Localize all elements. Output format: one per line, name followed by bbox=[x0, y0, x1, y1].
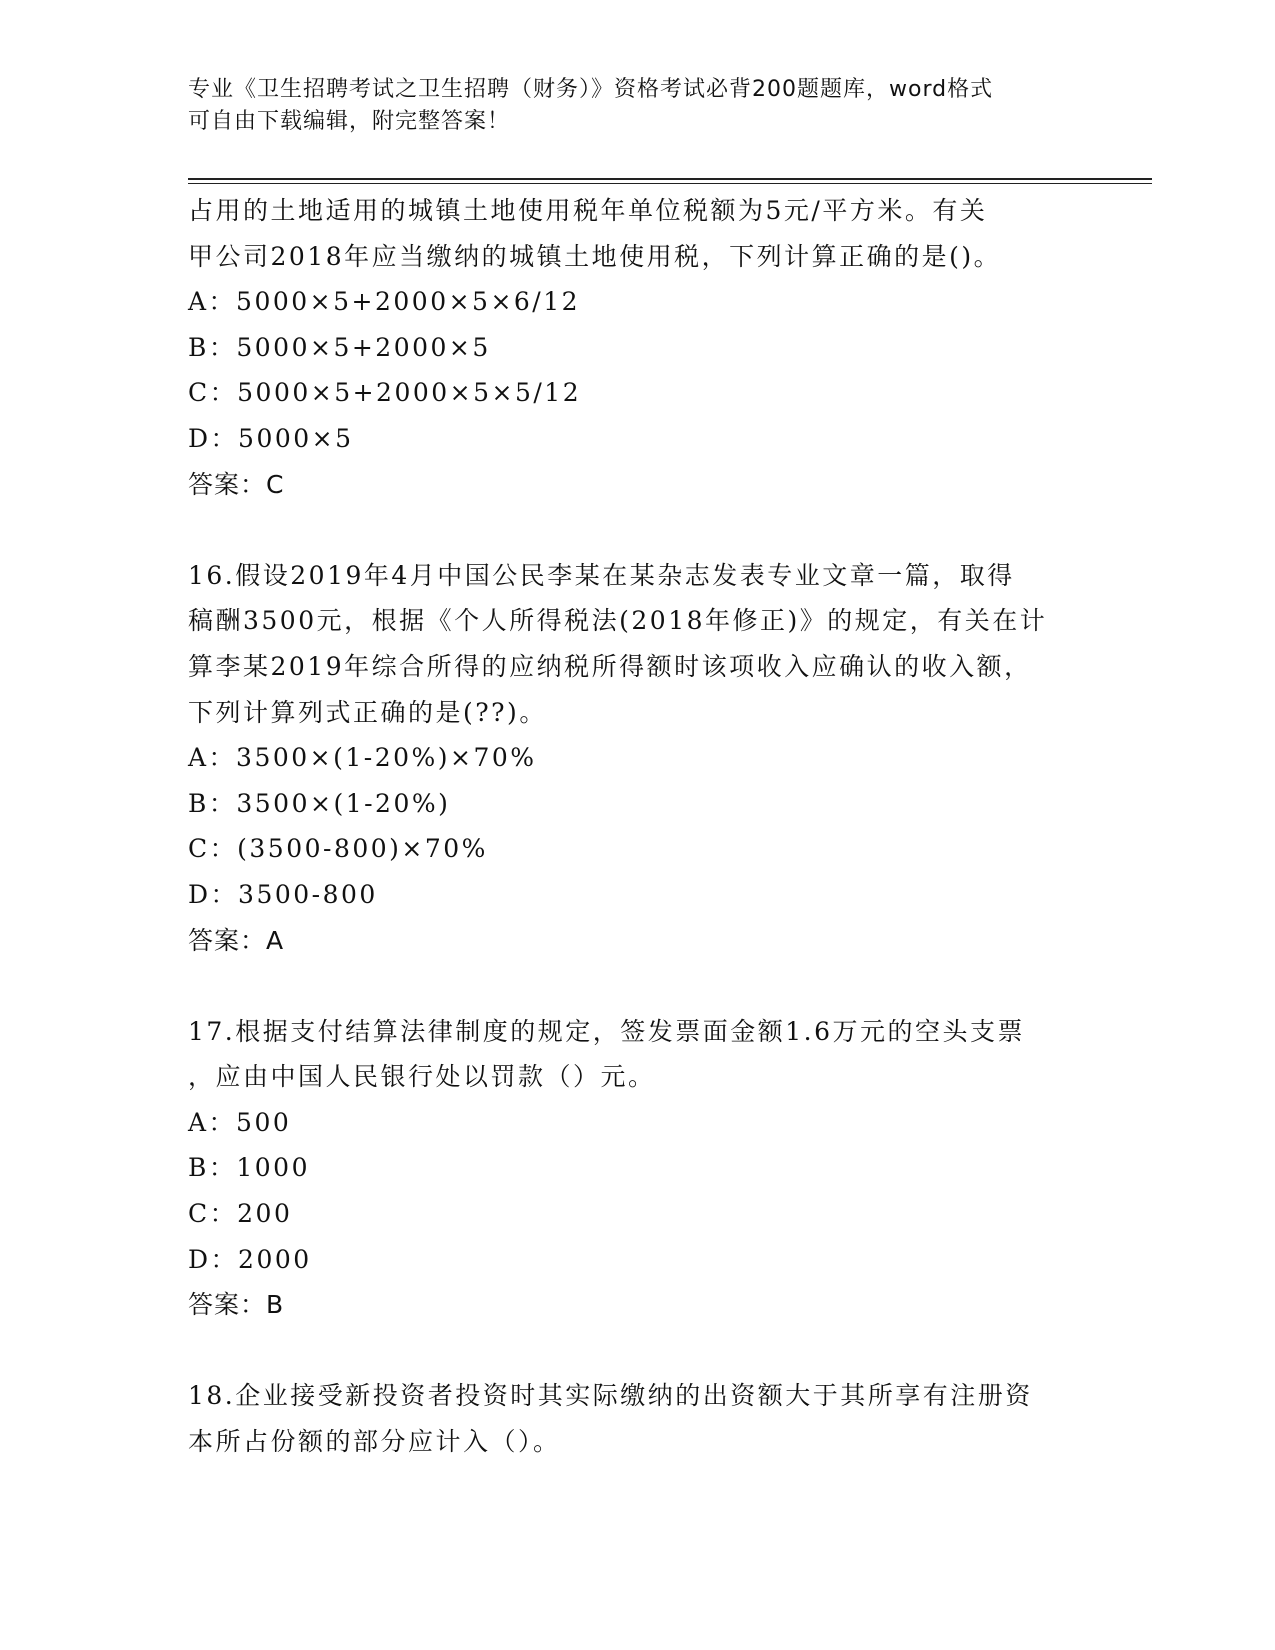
option-b: B：5000×5+2000×5 bbox=[188, 332, 491, 362]
header-line-1: 专业《卫生招聘考试之卫生招聘（财务）》资格考试必背200题题库，word格式 bbox=[188, 77, 994, 102]
header-line-2: 可自由下载编辑，附完整答案！ bbox=[188, 109, 511, 134]
question-text-line: 下列计算列式正确的是(??)。 bbox=[188, 697, 547, 727]
option-d: D：3500-800 bbox=[188, 879, 378, 909]
option-c: C：(3500-800)×70% bbox=[188, 834, 488, 864]
document-header bbox=[188, 74, 1068, 138]
option-b: B：3500×(1-20%) bbox=[188, 788, 451, 818]
option-a: A：500 bbox=[188, 1107, 292, 1137]
spacer bbox=[188, 1328, 1088, 1374]
document-body bbox=[188, 188, 1088, 1465]
option-c: C：5000×5+2000×5×5/12 bbox=[188, 378, 582, 408]
option-d: D：2000 bbox=[188, 1244, 312, 1274]
question-17 bbox=[188, 1009, 1088, 1328]
header-divider-thin bbox=[188, 183, 1152, 184]
answer: 答案：C bbox=[188, 469, 285, 499]
question-text-line: 本所占份额的部分应计入（）。 bbox=[188, 1427, 561, 1457]
question-text-line: 16.假设2019年4月中国公民李某在某杂志发表专业文章一篇，取得 bbox=[188, 560, 1015, 590]
option-c: C：200 bbox=[188, 1199, 293, 1229]
question-text-line: 甲公司2018年应当缴纳的城镇土地使用税，下列计算正确的是()。 bbox=[188, 241, 1002, 271]
question-text-line: 稿酬3500元，根据《个人所得税法(2018年修正)》的规定，有关在计 bbox=[188, 606, 1048, 636]
question-16 bbox=[188, 553, 1088, 963]
spacer bbox=[188, 507, 1088, 553]
answer: 答案：B bbox=[188, 1290, 285, 1320]
answer: 答案：A bbox=[188, 925, 285, 955]
spacer bbox=[188, 963, 1088, 1009]
question-text-line: 18.企业接受新投资者投资时其实际缴纳的出资额大于其所享有注册资 bbox=[188, 1381, 1033, 1411]
header-divider-thick bbox=[188, 178, 1152, 180]
option-b: B：1000 bbox=[188, 1153, 310, 1183]
question-text-line: 17.根据支付结算法律制度的规定，签发票面金额1.6万元的空头支票 bbox=[188, 1016, 1026, 1046]
question-text-line: 占用的土地适用的城镇土地使用税年单位税额为5元/平方米。有关 bbox=[188, 196, 988, 225]
question-18 bbox=[188, 1373, 1088, 1464]
question-text-line: 算李某2019年综合所得的应纳税所得额时该项收入应确认的收入额， bbox=[188, 651, 1032, 681]
option-d: D：5000×5 bbox=[188, 423, 354, 453]
question-text-line: ，应由中国人民银行处以罚款（）元。 bbox=[188, 1062, 656, 1092]
option-a: A：5000×5+2000×5×6/12 bbox=[188, 287, 581, 317]
question-15 bbox=[188, 188, 1088, 507]
option-a: A：3500×(1-20%)×70% bbox=[188, 743, 537, 773]
